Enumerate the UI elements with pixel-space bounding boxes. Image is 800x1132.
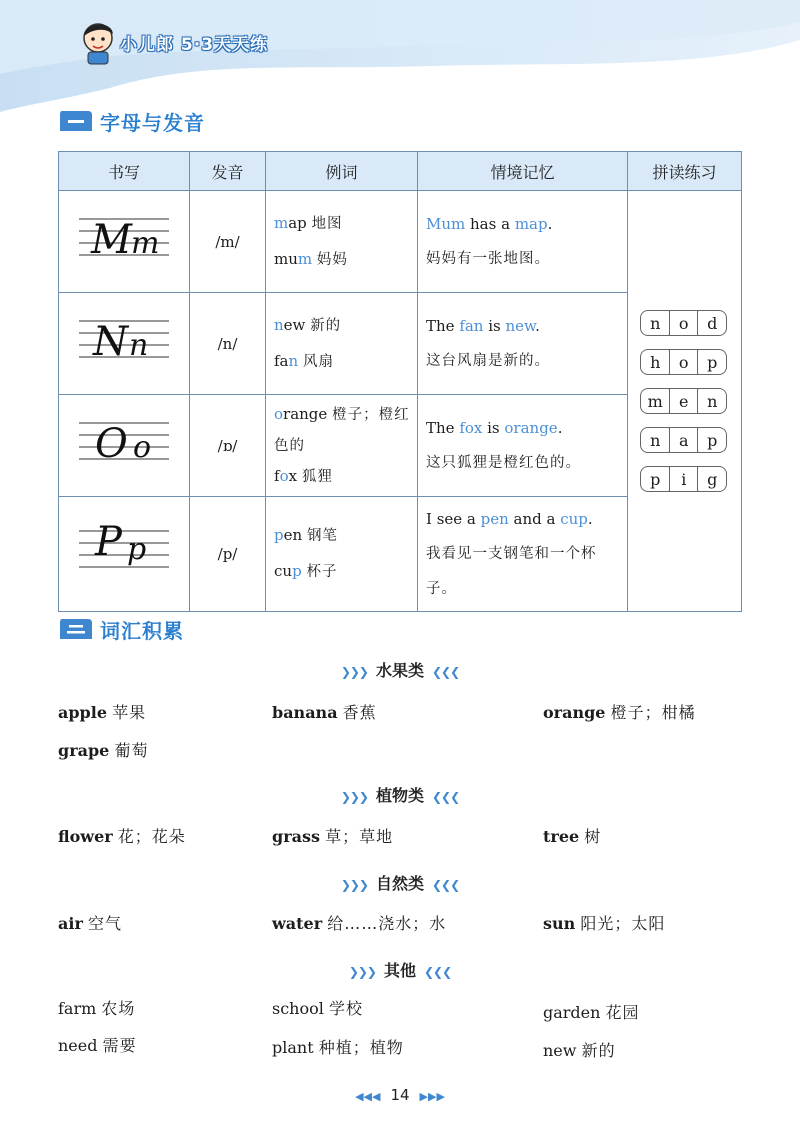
example-word: cup 杯子 [274,562,338,580]
context-sentence-en: Mum has a map. [426,214,553,233]
arrows-left-icon: ❮❮❮ [424,965,452,979]
context-sentence-cn: 这只狐狸是橙红色的。 [426,454,581,471]
example-word: pen 钢笔 [274,526,338,544]
context-sentence-en: The fox is orange. [426,418,563,437]
context-sentence-en: I see a pen and a cup. [426,509,593,528]
context-sentence-en: The fan is new. [426,316,540,335]
header-sound: 发音 [190,152,266,191]
vocab-item: farm 农场 [58,999,136,1018]
example-word: fan 风扇 [274,351,334,370]
vocab-item: tree 树 [543,827,602,846]
spelling-puzzle [628,427,741,453]
puzzle-piece: g [697,466,727,492]
arrows-left-icon: ◀◀◀ [355,1090,381,1103]
letters-table [58,151,742,612]
context-sentence-cn: 这台风扇是新的。 [426,352,550,369]
spelling-puzzle [628,388,741,414]
puzzle-piece: e [669,388,699,414]
sound-cell: /p/ [190,497,266,612]
writing-cell [59,191,190,293]
puzzle-piece: o [669,310,699,336]
context-cell [418,191,628,293]
vocab-item: water 给……浇水；水 [272,914,447,933]
letter-upper: P [95,519,122,565]
letter-lower: m [131,226,160,261]
example-cell [266,497,418,612]
vocab-item: banana 香蕉 [272,703,377,722]
section-title: 词汇积累 [100,618,184,643]
writing-cell [59,293,190,395]
letter-lower: o [133,430,152,465]
mascot-icon [76,18,120,66]
letter-upper: M [91,217,132,263]
section-title: 字母与发音 [100,110,205,135]
vocab-item: air 空气 [58,914,122,933]
section-heading-letters [58,106,205,136]
arrows-right-icon: ▶▶▶ [419,1090,445,1103]
arrows-left-icon: ❮❮❮ [432,878,460,892]
brand-title: 小儿郎 5·3天天练 [120,35,269,55]
sound-cell: /n/ [190,293,266,395]
puzzle-piece: h [640,349,670,375]
puzzle-piece: d [697,310,727,336]
writing-cell [59,395,190,497]
handwriting-lines [59,193,190,286]
arrows-right-icon: ❯❯❯ [340,790,368,804]
section-number-two-icon [58,617,94,641]
vocab-item: grape 葡萄 [58,741,149,760]
vocab-item: plant 种植；植物 [272,1038,404,1057]
spelling-puzzle [628,349,741,375]
arrows-right-icon: ❯❯❯ [340,665,368,679]
example-word: map 地图 [274,213,343,232]
spelling-puzzle [628,466,741,492]
writing-cell [59,497,190,612]
handwriting-lines [59,397,190,490]
vocab-item: new 新的 [543,1041,616,1060]
letter-upper: N [93,319,128,365]
spelling-practice-cell [628,191,742,612]
puzzle-piece: n [640,310,670,336]
context-sentence-cn: 妈妈有一张地图。 [426,250,550,267]
example-cell [266,395,418,497]
category-heading-others: ❯❯❯ 其他 ❮❮❮ [348,961,452,980]
context-cell [418,395,628,497]
letter-upper: O [95,421,128,467]
category-heading-plants: ❯❯❯ 植物类 ❮❮❮ [340,786,460,805]
header-spelling: 拼读练习 [628,152,742,191]
category-heading-fruit: ❯❯❯ 水果类 ❮❮❮ [340,661,460,680]
puzzle-piece: a [669,427,699,453]
puzzle-piece: o [669,349,699,375]
example-word: orange 橙子；橙红色的 [274,405,410,454]
arrows-left-icon: ❮❮❮ [432,665,460,679]
context-sentence-cn: 我看见一支钢笔和一个杯子。 [426,545,597,597]
puzzle-piece: n [697,388,727,414]
table-header-row [59,152,742,191]
category-heading-nature: ❯❯❯ 自然类 ❮❮❮ [340,874,460,893]
sound-cell: /m/ [190,191,266,293]
header-examples: 例词 [266,152,418,191]
arrows-right-icon: ❯❯❯ [348,965,376,979]
header-band [0,0,800,118]
vocab-item: need 需要 [58,1036,137,1055]
puzzle-piece: p [697,427,727,453]
section-number-one-icon [58,109,94,133]
example-word: fox 狐狸 [274,467,333,485]
handwriting-lines [59,497,190,607]
example-cell [266,293,418,395]
example-word: mum 妈妈 [274,249,348,268]
section-heading-vocab [58,614,184,644]
spelling-puzzle [628,310,741,336]
vocab-item: grass 草；草地 [272,827,394,846]
vocab-item: orange 橙子；柑橘 [543,703,696,722]
header-writing: 书写 [59,152,190,191]
example-word: new 新的 [274,315,342,334]
header-context: 情境记忆 [418,152,628,191]
letter-lower: n [129,328,149,363]
puzzle-piece: p [640,466,670,492]
handwriting-lines [59,295,190,388]
context-cell [418,293,628,395]
vocab-item: sun 阳光；太阳 [543,914,666,933]
sound-cell: /ɒ/ [190,395,266,497]
vocab-item: garden 花园 [543,1003,640,1022]
puzzle-piece: n [640,427,670,453]
letter-lower: p [127,532,147,567]
context-cell [418,497,628,612]
puzzle-piece: p [697,349,727,375]
vocab-item: flower 花；花朵 [58,827,186,846]
arrows-right-icon: ❯❯❯ [340,878,368,892]
arrows-left-icon: ❮❮❮ [432,790,460,804]
table-row [59,191,742,293]
vocab-item: school 学校 [272,999,363,1018]
puzzle-piece: m [640,388,670,414]
page-number: ◀◀◀ 14 ▶▶▶ [355,1086,445,1104]
vocab-item: apple 苹果 [58,703,147,722]
puzzle-piece: i [669,466,699,492]
example-cell [266,191,418,293]
